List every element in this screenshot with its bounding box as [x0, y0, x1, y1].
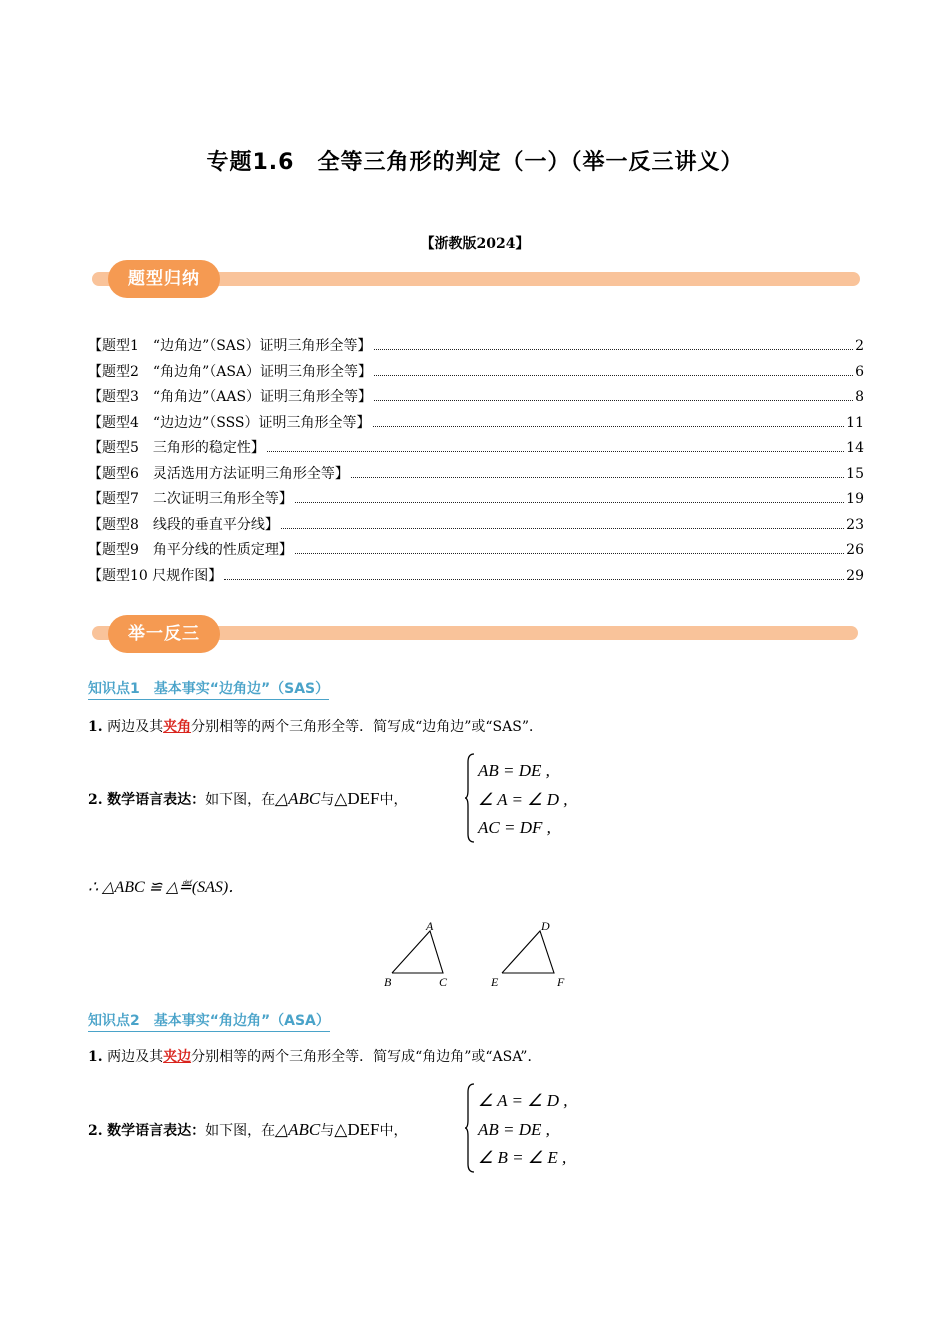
toc-item[interactable]: 【题型9 角平分线的性质定理】 26 — [88, 542, 864, 558]
toc-item[interactable]: 【题型7 二次证明三角形全等】 19 — [88, 491, 864, 507]
condition: AB = DE , — [478, 761, 550, 780]
vertex-label-e: E — [491, 975, 499, 989]
kp1-item-1: 1. 两边及其夹角分别相等的两个三角形全等．简写成“边角边”或“SAS”． — [88, 719, 543, 735]
vertex-label-b: B — [384, 975, 392, 989]
left-brace — [464, 1082, 476, 1174]
toc-item[interactable]: 【题型6 灵活选用方法证明三角形全等】 15 — [88, 465, 864, 482]
toc-item[interactable]: 【题型10 尺规作图】 29 — [88, 567, 864, 584]
kp1-conclusion: ∴ △ABC ≌ △≝(SAS)． — [88, 879, 245, 896]
kp1-conditions — [478, 757, 568, 843]
triangle-def — [502, 931, 554, 973]
kp2-conditions — [478, 1087, 568, 1173]
vertex-label-d: D — [541, 919, 550, 933]
toc-item[interactable]: 【题型5 三角形的稳定性】 14 — [88, 440, 864, 456]
table-of-contents — [88, 334, 864, 589]
page-title: 专题1.6 全等三角形的判定（一）（举一反三讲义） — [206, 150, 744, 175]
kp2-item-2: 2. 数学语言表达：如下图，在△ABC与△DEF中， — [88, 1120, 408, 1139]
highlight-included-side: 夹边 — [163, 1049, 192, 1065]
condition: ∠ B = ∠ E , — [478, 1148, 567, 1167]
knowledge-point-1-heading: 知识点1 基本事实“边角边”（SAS） — [88, 678, 329, 700]
knowledge-point-2-heading: 知识点2 基本事实“角边角”（ASA） — [88, 1010, 330, 1032]
toc-item[interactable]: 【题型8 线段的垂直平分线】 23 — [88, 516, 864, 533]
section-banner-examples: 举一反三 — [108, 615, 220, 653]
condition: ∠ A = ∠ D , — [478, 789, 568, 809]
left-brace — [464, 752, 476, 844]
vertex-label-f: F — [557, 975, 565, 989]
vertex-label-c: C — [439, 975, 448, 989]
condition: ∠ A = ∠ D , — [478, 1091, 568, 1110]
condition: AC = DF , — [478, 818, 551, 837]
vertex-label-a: A — [426, 919, 434, 933]
kp2-item-1: 1. 两边及其夹边分别相等的两个三角形全等．简写成“角边角”或“ASA”． — [88, 1049, 542, 1065]
kp1-item-2: 2. 数学语言表达：如下图，在△ABC与△DEF中， — [88, 789, 408, 808]
toc-item[interactable]: 【题型4 “边边边”（SSS）证明三角形全等】 11 — [88, 414, 864, 431]
highlight-included-angle: 夹角 — [163, 719, 192, 735]
toc-item[interactable]: 【题型1 “边角边”（SAS）证明三角形全等】 2 — [88, 338, 864, 354]
toc-item[interactable]: 【题型3 “角角边”（AAS）证明三角形全等】 8 — [88, 389, 864, 405]
toc-item[interactable]: 【题型2 “角边角”（ASA）证明三角形全等】 6 — [88, 363, 864, 380]
triangles-figure — [380, 918, 580, 992]
edition-label: 【浙教版2024】 — [420, 236, 530, 252]
condition: AB = DE , — [478, 1119, 550, 1139]
section-banner-question-types: 题型归纳 — [108, 260, 220, 298]
triangle-abc — [392, 931, 443, 973]
